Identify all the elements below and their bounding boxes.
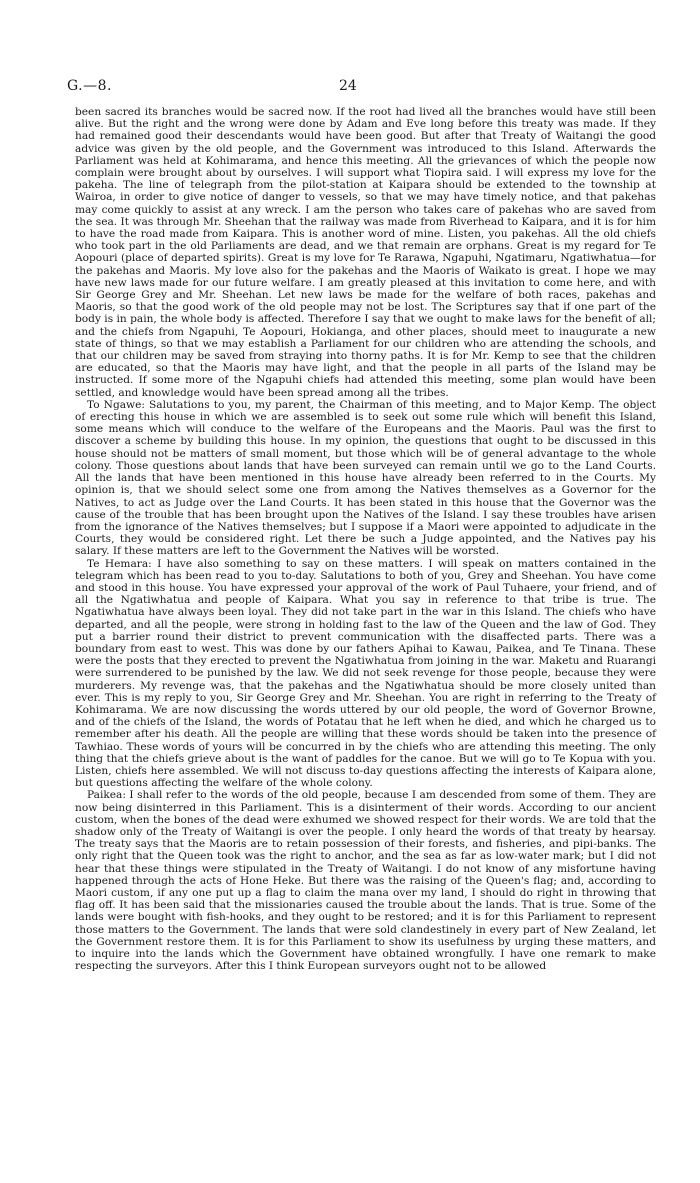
page-number: 24 (339, 78, 357, 94)
paragraph-paikea: Paikea: I shall refer to the words of the old people, because I am descended from some of them. They are now being disinterred in this Parliament. This is a disinterment of their words. According to our ancient custom, when the bones of the dead were exhumed we showed respect for their words. We are told that the shadow only of the Treaty of Waitangi is over the people. I only heard the words of that treaty by hearsay. The treaty says that the Maoris are to retain possession of their forests, and fisheries, and pipi-banks. The only right that the Queen took was the right to anchor, and the sea as far as low-water mark; but I did not hear that these things were stipulated in the Treaty of Waitangi. I do not know of any misfortune having happened through the acts of Hone Heke. But there was the raising of the Queen's flag; and, according to Maori custom, if any one put up a flag to claim the mana over my land, I should do right in throwing that flag off. It has been said that the missionaries caused the trouble about the lands. That is true. Some of the lands were bought with fish-hooks, and they ought to be restored; and it is for this Parliament to represent those matters to the Government. The lands that were sold clandestinely in every part of New Zealand, let the Government restore them. It is for this Parliament to show its usefulness by urging these matters, and to inquire into the lands which the Government have obtained wrongfully. I have one remark to make respecting the surveyors. After this I think European surveyors ought not to be allowed (75, 789, 656, 973)
paper-number: G.—8. (67, 78, 112, 94)
paragraph-to-ngawe: To Ngawe: Salutations to you, my parent, the Chairman of this meeting, and to Major Kemp. The object of erecting this house in which we are assembled is to seek out some rule which will benefit this Island, some means which will conduce to the welfare of the Europeans and the Maoris. Paul was the first to discover a scheme by building this house. In my opinion, the questions that ought to be discussed in this house should not be matters of small moment, but those which will be of general advantage to the whole colony. Those questions about lands that have been surveyed can remain until we go to the Land Courts. All the lands that have been mentioned in this house have already been referred to in the Courts. My opinion is, that we should select some one from among the Natives themselves as a Governor for the Natives, to act as Judge over the Land Courts. It has been stated in this house that the Governor was the cause of the trouble that has been brought upon the Natives of the Island. I say these troubles have arisen from the ignorance of the Natives themselves; but I suppose if a Maori were appointed to adjudicate in the Courts, they would be considered right. Let there be such a Judge appointed, and the Natives pay his salary. If these matters are left to the Government the Natives will be worsted. (75, 398, 656, 558)
page-header (67, 78, 656, 96)
paragraph-continuation: been sacred its branches would be sacred now. If the root had lived all the branches would have still been alive. But the right and the wrong were done by Adam and Eve long before this treaty was made. If they had remained good their descendants would have been good. But after that Treaty of Waitangi the good advice was given by the old people, and the Government was introduced to this Island. Afterwards the Parliament was held at Kohimarama, and hence this meeting. All the grievances of which the people now complain were brought about by ourselves. I will support what Tiopira said. I will express my love for the pakeha. The line of telegraph from the pilot-station at Kaipara should be extended to the township at Wairoa, in order to give notice of danger to vessels, so that we may have timely notice, and that pakehas may come quickly to assist at any wreck. I am the person who takes care of pakehas who are saved from the sea. It was through Mr. Sheehan that the railway was made from Riverhead to Kaipara, and it is for him to have the road made from Kaipara. This is another word of mine. Listen, you pakehas. All the old chiefs who took part in the old Parliaments are dead, and we that remain are orphans. Great is my regard for Te Aopouri (place of departed spirits). Great is my love for Te Rarawa, Ngapuhi, Ngatimaru, Ngatiwhatua—for the pakehas and Maoris. My love also for the pakehas and the Maoris of Waikato is great. I hope we may have new laws made for our future welfare. I am greatly pleased at this invitation to come here, and with Sir George Grey and Mr. Sheehan. Let new laws be made for the welfare of both races, pakehas and Maoris, so that the good work of the old people may not be lost. The Scriptures say that if one part of the body is in pain, the whole body is affected. Therefore I say that we ought to make laws for the benefit of all; and the chiefs from Ngapuhi, Te Aopouri, Hokianga, and other places, should meet to inaugurate a new state of things, so that we may establish a Parliament for our children who are attending the schools, and that our children may be saved from straying into thorny paths. It is for Mr. Kemp to see that the children are educated, so that the Maoris may have light, and that the people in all parts of the Island may be instructed. If some more of the Ngapuhi chiefs had attended this meeting, some plan would have been settled, and knowledge would have been spread among all the tribes. (75, 106, 656, 399)
document-body (75, 106, 656, 972)
paragraph-te-hemara: Te Hemara: I have also something to say on these matters. I will speak on matters contained in the telegram which has been read to you to-day. Salutations to both of you, Grey and Sheehan. You have come and stood in this house. You have expressed your approval of the work of Paul Tuhaere, your friend, and of all the Ngatiwhatua and people of Kaipara. What you say in reference to that tribe is true. The Ngatiwhatua have always been loyal. They did not take part in the war in this Island. The chiefs who have departed, and all the people, were strong in holding fast to the law of the Queen and the law of God. They put a barrier round their district to prevent communication with the disaffected parts. There was a boundary from east to west. This was done by our fathers Apihai to Kawau, Paikea, and Te Tinana. These were the posts that they erected to prevent the Ngatiwhatua from joining in the war. Maketu and Ruarangi were surrendered to be punished by the law. We did not seek revenge for those people, because they were murderers. My revenge was, that the pakehas and the Ngatiwhatua should be more closely united than ever. This is my reply to you, Sir George Grey and Mr. Sheehan. You are right in referring to the Treaty of Kohimarama. We are now discussing the words uttered by our old people, the word of Governor Browne, and of the chiefs of the Island, the words of Potatau that he left when he died, and which he charged us to remember after his death. All the people are willing that these words should be taken into the presence of Tawhiao. These words of yours will be concurred in by the chiefs who are attending this meeting. The only thing that the chiefs grieve about is the want of paddles for the canoe. But we will go to Te Kopua with you. Listen, chiefs here assembled. We will not discuss to-day questions affecting the interests of Kaipara alone, but questions affecting the welfare of the whole colony. (75, 557, 656, 790)
